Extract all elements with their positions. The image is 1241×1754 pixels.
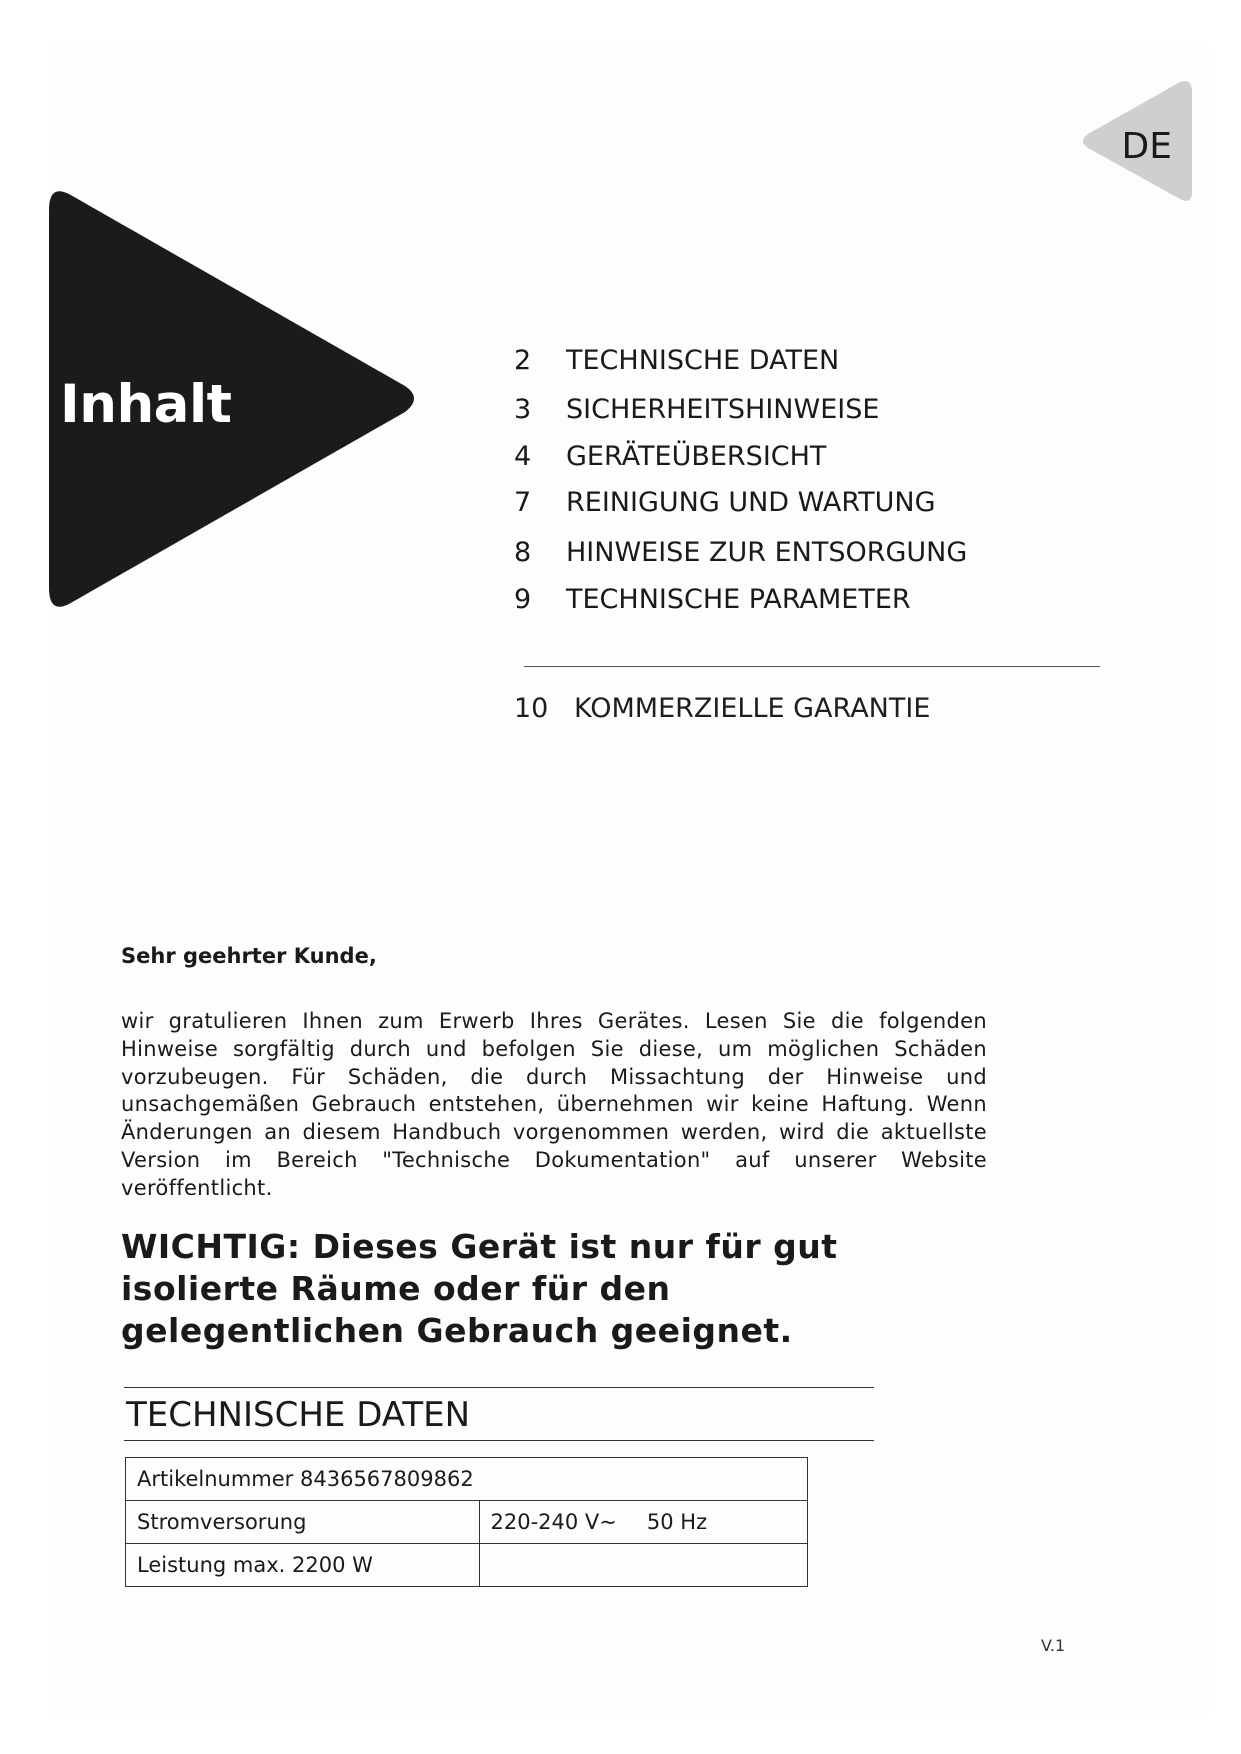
specs-rule-bottom: [124, 1440, 874, 1441]
table-row: [126, 1501, 808, 1544]
toc-divider: [524, 666, 1100, 667]
toc-page-number: 8: [514, 537, 532, 568]
spec-label: Leistung max. 2200 W: [126, 1544, 480, 1587]
toc-label: REINIGUNG UND WARTUNG: [566, 487, 936, 518]
version-label: V.1: [1041, 1636, 1066, 1655]
toc-label: GERÄTEÜBERSICHT: [566, 441, 827, 472]
spec-label: Stromversorung: [126, 1501, 480, 1544]
toc-label: SICHERHEITSHINWEISE: [566, 394, 880, 425]
toc-page-number: 10: [514, 693, 549, 724]
spec-label: Artikelnummer 8436567809862: [126, 1458, 808, 1501]
important-notice: WICHTIG: Dieses Gerät ist nur für gut isolierte Räume oder für den gelegentlichen Gebrauch geeignet.: [121, 1227, 838, 1350]
letter-body: wir gratulieren Ihnen zum Erwerb Ihres Gerätes. Lesen Sie die folgenden Hinweise sorgfältig durch und befolgen Sie diese, um möglichen Schäden vorzubeugen. Für Schäden, die durch Missachtung der Hinweise und unsachgemäßen Gebrauch entstehen, übernehmen wir keine Haftung. Wenn Änderungen an diesem Handbuch vorgenommen werden, wird die aktuellste Version im Bereich "Technische Dokumentation" auf unserer Website veröffentlicht.: [121, 1009, 987, 1200]
language-badge: [1076, 78, 1194, 205]
specs-rule-top: [124, 1387, 874, 1388]
table-row: [126, 1544, 808, 1587]
toc-page-number: 7: [514, 487, 532, 518]
spec-frequency: 50 Hz: [646, 1510, 708, 1534]
spec-value: [479, 1544, 807, 1587]
toc-label: HINWEISE ZUR ENTSORGUNG: [566, 537, 968, 568]
spec-value: [479, 1501, 807, 1544]
spec-voltage: 220-240 V~: [490, 1510, 617, 1534]
language-code: DE: [1121, 126, 1172, 167]
specs-table: [125, 1457, 808, 1587]
table-row: [126, 1458, 808, 1501]
toc-page-number: 9: [514, 584, 532, 615]
toc-page-number: 2: [514, 345, 532, 376]
toc-label: KOMMERZIELLE GARANTIE: [574, 693, 931, 724]
letter-greeting: Sehr geehrter Kunde,: [121, 944, 377, 968]
toc-label: TECHNISCHE DATEN: [566, 345, 840, 376]
contents-title: Inhalt: [60, 374, 232, 435]
toc-page-number: 3: [514, 394, 532, 425]
toc-label: TECHNISCHE PARAMETER: [566, 584, 911, 615]
specs-title: TECHNISCHE DATEN: [126, 1395, 471, 1435]
toc-page-number: 4: [514, 441, 532, 472]
